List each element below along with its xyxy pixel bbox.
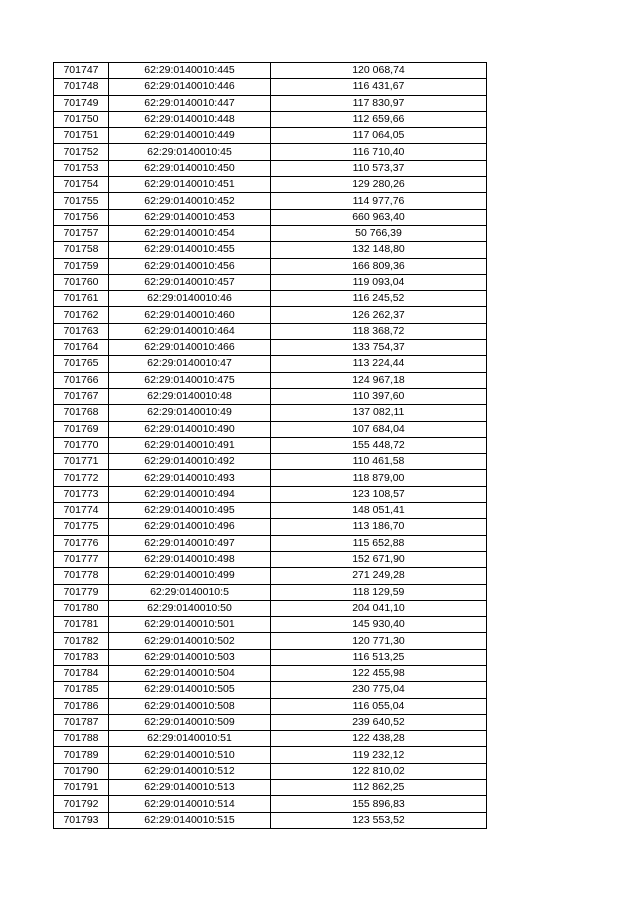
cadastral-number-cell: 62:29:0140010:466 (109, 340, 271, 356)
table-row (54, 79, 487, 95)
table-row (54, 665, 487, 681)
cadastral-number-cell: 62:29:0140010:510 (109, 747, 271, 763)
row-number-cell: 701761 (54, 291, 109, 307)
table-row (54, 519, 487, 535)
cadastral-number-cell: 62:29:0140010:454 (109, 225, 271, 241)
row-number-cell: 701769 (54, 421, 109, 437)
value-cell: 155 448,72 (271, 437, 487, 453)
row-number-cell: 701748 (54, 79, 109, 95)
value-cell: 118 129,59 (271, 584, 487, 600)
value-cell: 50 766,39 (271, 225, 487, 241)
row-number-cell: 701755 (54, 193, 109, 209)
value-cell: 118 368,72 (271, 323, 487, 339)
table-row (54, 682, 487, 698)
cadastral-number-cell: 62:29:0140010:447 (109, 95, 271, 111)
value-cell: 166 809,36 (271, 258, 487, 274)
row-number-cell: 701767 (54, 388, 109, 404)
value-cell: 204 041,10 (271, 600, 487, 616)
row-number-cell: 701770 (54, 437, 109, 453)
cadastral-number-cell: 62:29:0140010:509 (109, 714, 271, 730)
value-cell: 116 431,67 (271, 79, 487, 95)
cadastral-number-cell: 62:29:0140010:48 (109, 388, 271, 404)
cadastral-number-cell: 62:29:0140010:503 (109, 649, 271, 665)
value-cell: 110 573,37 (271, 160, 487, 176)
row-number-cell: 701757 (54, 225, 109, 241)
table-row (54, 584, 487, 600)
value-cell: 271 249,28 (271, 568, 487, 584)
value-cell: 133 754,37 (271, 340, 487, 356)
cadastral-number-cell: 62:29:0140010:5 (109, 584, 271, 600)
value-cell: 120 068,74 (271, 63, 487, 79)
value-cell: 116 055,04 (271, 698, 487, 714)
row-number-cell: 701784 (54, 665, 109, 681)
table-row (54, 454, 487, 470)
row-number-cell: 701759 (54, 258, 109, 274)
row-number-cell: 701768 (54, 405, 109, 421)
cadastral-number-cell: 62:29:0140010:495 (109, 503, 271, 519)
table-row (54, 177, 487, 193)
table-row (54, 747, 487, 763)
table-body (54, 63, 487, 829)
value-cell: 129 280,26 (271, 177, 487, 193)
table-row (54, 568, 487, 584)
value-cell: 155 896,83 (271, 796, 487, 812)
cadastral-number-cell: 62:29:0140010:45 (109, 144, 271, 160)
table-row (54, 372, 487, 388)
table-row (54, 486, 487, 502)
value-cell: 230 775,04 (271, 682, 487, 698)
row-number-cell: 701790 (54, 763, 109, 779)
value-cell: 112 659,66 (271, 111, 487, 127)
value-cell: 660 963,40 (271, 209, 487, 225)
table-row (54, 812, 487, 828)
row-number-cell: 701774 (54, 503, 109, 519)
cadastral-number-cell: 62:29:0140010:47 (109, 356, 271, 372)
row-number-cell: 701785 (54, 682, 109, 698)
cadastral-number-cell: 62:29:0140010:505 (109, 682, 271, 698)
value-cell: 107 684,04 (271, 421, 487, 437)
row-number-cell: 701793 (54, 812, 109, 828)
row-number-cell: 701772 (54, 470, 109, 486)
value-cell: 122 810,02 (271, 763, 487, 779)
row-number-cell: 701782 (54, 633, 109, 649)
row-number-cell: 701754 (54, 177, 109, 193)
cadastral-number-cell: 62:29:0140010:492 (109, 454, 271, 470)
cadastral-number-cell: 62:29:0140010:515 (109, 812, 271, 828)
cadastral-number-cell: 62:29:0140010:464 (109, 323, 271, 339)
value-cell: 115 652,88 (271, 535, 487, 551)
row-number-cell: 701762 (54, 307, 109, 323)
cadastral-number-cell: 62:29:0140010:490 (109, 421, 271, 437)
cadastral-number-cell: 62:29:0140010:446 (109, 79, 271, 95)
cadastral-number-cell: 62:29:0140010:499 (109, 568, 271, 584)
table-row (54, 714, 487, 730)
cadastral-number-cell: 62:29:0140010:513 (109, 780, 271, 796)
cadastral-number-cell: 62:29:0140010:508 (109, 698, 271, 714)
table-row (54, 63, 487, 79)
table-row (54, 144, 487, 160)
value-cell: 113 186,70 (271, 519, 487, 535)
row-number-cell: 701775 (54, 519, 109, 535)
cadastral-number-cell: 62:29:0140010:51 (109, 731, 271, 747)
value-cell: 122 438,28 (271, 731, 487, 747)
table-row (54, 421, 487, 437)
value-cell: 117 064,05 (271, 128, 487, 144)
value-cell: 148 051,41 (271, 503, 487, 519)
table-row (54, 535, 487, 551)
cadastral-number-cell: 62:29:0140010:501 (109, 617, 271, 633)
row-number-cell: 701791 (54, 780, 109, 796)
row-number-cell: 701756 (54, 209, 109, 225)
row-number-cell: 701786 (54, 698, 109, 714)
cadastral-number-cell: 62:29:0140010:512 (109, 763, 271, 779)
table-row (54, 258, 487, 274)
cadastral-number-cell: 62:29:0140010:445 (109, 63, 271, 79)
value-cell: 112 862,25 (271, 780, 487, 796)
row-number-cell: 701781 (54, 617, 109, 633)
cadastral-number-cell: 62:29:0140010:453 (109, 209, 271, 225)
value-cell: 119 232,12 (271, 747, 487, 763)
row-number-cell: 701771 (54, 454, 109, 470)
cadastral-number-cell: 62:29:0140010:493 (109, 470, 271, 486)
cadastral-number-cell: 62:29:0140010:494 (109, 486, 271, 502)
cadastral-number-cell: 62:29:0140010:49 (109, 405, 271, 421)
cadastral-number-cell: 62:29:0140010:460 (109, 307, 271, 323)
value-cell: 152 671,90 (271, 551, 487, 567)
cadastral-number-cell: 62:29:0140010:451 (109, 177, 271, 193)
cadastral-number-cell: 62:29:0140010:449 (109, 128, 271, 144)
table-row (54, 600, 487, 616)
cadastral-number-cell: 62:29:0140010:452 (109, 193, 271, 209)
value-cell: 123 108,57 (271, 486, 487, 502)
table-row (54, 649, 487, 665)
cadastral-number-cell: 62:29:0140010:504 (109, 665, 271, 681)
row-number-cell: 701765 (54, 356, 109, 372)
value-cell: 114 977,76 (271, 193, 487, 209)
cadastral-number-cell: 62:29:0140010:457 (109, 274, 271, 290)
value-cell: 119 093,04 (271, 274, 487, 290)
value-cell: 124 967,18 (271, 372, 487, 388)
table-row (54, 617, 487, 633)
table-row (54, 340, 487, 356)
table-row (54, 291, 487, 307)
value-cell: 122 455,98 (271, 665, 487, 681)
row-number-cell: 701763 (54, 323, 109, 339)
table-row (54, 698, 487, 714)
cadastral-number-cell: 62:29:0140010:496 (109, 519, 271, 535)
value-cell: 110 397,60 (271, 388, 487, 404)
cadastral-number-cell: 62:29:0140010:456 (109, 258, 271, 274)
row-number-cell: 701777 (54, 551, 109, 567)
table-row (54, 763, 487, 779)
row-number-cell: 701766 (54, 372, 109, 388)
table-row (54, 242, 487, 258)
row-number-cell: 701749 (54, 95, 109, 111)
row-number-cell: 701753 (54, 160, 109, 176)
value-cell: 116 245,52 (271, 291, 487, 307)
row-number-cell: 701764 (54, 340, 109, 356)
cadastral-number-cell: 62:29:0140010:50 (109, 600, 271, 616)
table-row (54, 274, 487, 290)
cadastral-number-cell: 62:29:0140010:448 (109, 111, 271, 127)
cadastral-number-cell: 62:29:0140010:46 (109, 291, 271, 307)
table-row (54, 111, 487, 127)
data-table (53, 62, 487, 829)
cadastral-number-cell: 62:29:0140010:491 (109, 437, 271, 453)
value-cell: 239 640,52 (271, 714, 487, 730)
table-row (54, 405, 487, 421)
table-row (54, 551, 487, 567)
table-row (54, 323, 487, 339)
value-cell: 117 830,97 (271, 95, 487, 111)
row-number-cell: 701750 (54, 111, 109, 127)
table-row (54, 437, 487, 453)
table-row (54, 225, 487, 241)
table-row (54, 160, 487, 176)
row-number-cell: 701779 (54, 584, 109, 600)
row-number-cell: 701787 (54, 714, 109, 730)
cadastral-number-cell: 62:29:0140010:450 (109, 160, 271, 176)
table-row (54, 731, 487, 747)
row-number-cell: 701758 (54, 242, 109, 258)
cadastral-number-cell: 62:29:0140010:498 (109, 551, 271, 567)
table-row (54, 209, 487, 225)
table-row (54, 470, 487, 486)
row-number-cell: 701778 (54, 568, 109, 584)
value-cell: 132 148,80 (271, 242, 487, 258)
row-number-cell: 701776 (54, 535, 109, 551)
value-cell: 137 082,11 (271, 405, 487, 421)
row-number-cell: 701751 (54, 128, 109, 144)
row-number-cell: 701788 (54, 731, 109, 747)
cadastral-number-cell: 62:29:0140010:475 (109, 372, 271, 388)
table-row (54, 503, 487, 519)
table-row (54, 307, 487, 323)
table-row (54, 780, 487, 796)
table-row (54, 633, 487, 649)
value-cell: 116 513,25 (271, 649, 487, 665)
row-number-cell: 701760 (54, 274, 109, 290)
cadastral-number-cell: 62:29:0140010:514 (109, 796, 271, 812)
row-number-cell: 701780 (54, 600, 109, 616)
table-row (54, 388, 487, 404)
cadastral-number-cell: 62:29:0140010:497 (109, 535, 271, 551)
row-number-cell: 701783 (54, 649, 109, 665)
row-number-cell: 701792 (54, 796, 109, 812)
value-cell: 120 771,30 (271, 633, 487, 649)
value-cell: 116 710,40 (271, 144, 487, 160)
table-row (54, 356, 487, 372)
cadastral-number-cell: 62:29:0140010:502 (109, 633, 271, 649)
row-number-cell: 701789 (54, 747, 109, 763)
row-number-cell: 701747 (54, 63, 109, 79)
table-row (54, 796, 487, 812)
value-cell: 118 879,00 (271, 470, 487, 486)
value-cell: 145 930,40 (271, 617, 487, 633)
cadastral-number-cell: 62:29:0140010:455 (109, 242, 271, 258)
value-cell: 126 262,37 (271, 307, 487, 323)
value-cell: 110 461,58 (271, 454, 487, 470)
table-row (54, 193, 487, 209)
value-cell: 123 553,52 (271, 812, 487, 828)
table-row (54, 128, 487, 144)
row-number-cell: 701773 (54, 486, 109, 502)
table-row (54, 95, 487, 111)
row-number-cell: 701752 (54, 144, 109, 160)
value-cell: 113 224,44 (271, 356, 487, 372)
